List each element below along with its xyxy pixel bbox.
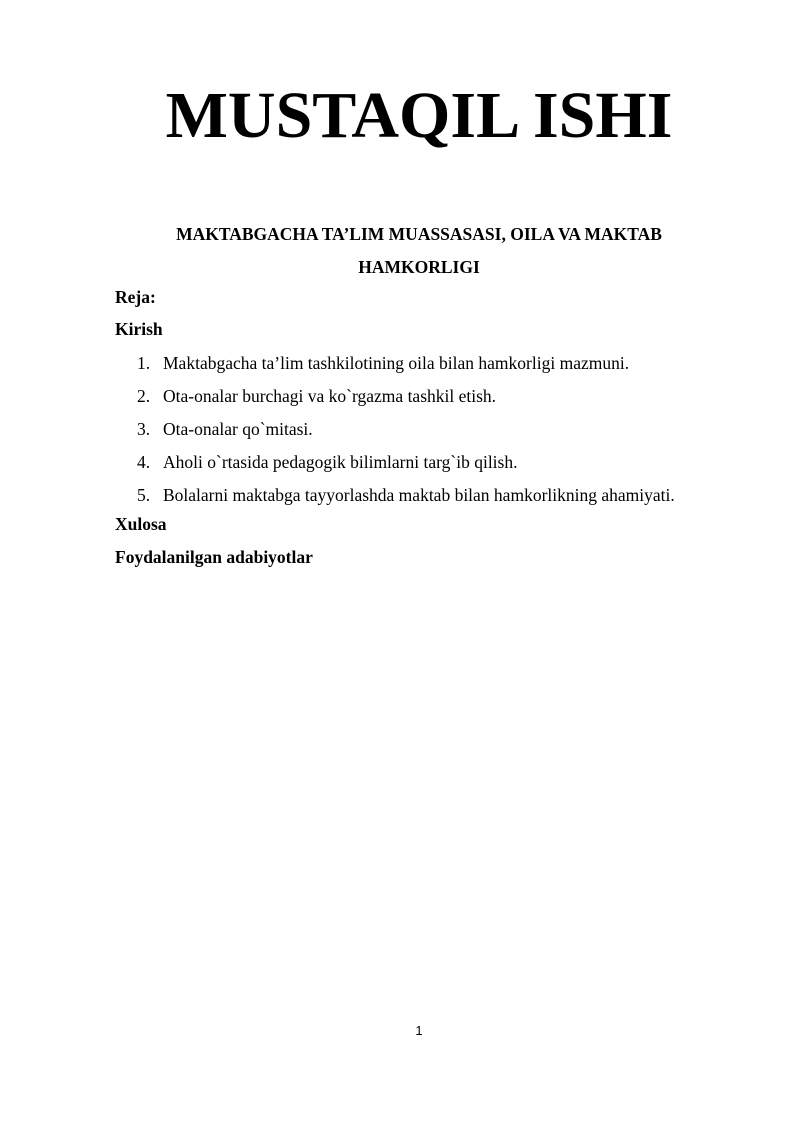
plan-item-number: 2. [137,386,151,406]
page-number: 1 [415,1023,423,1038]
intro-heading: Kirish [115,319,163,339]
plan-item [115,413,755,446]
plan-list [115,347,755,512]
plan-item-text: Bolalarni maktabga tayyorlashda maktab bilan hamkorlikning ahamiyati. [163,485,675,505]
plan-item-text: Ota-onalar burchagi va ko`rgazma tashkil etish. [163,386,497,406]
document-title: MUSTAQIL ISHI [165,79,673,152]
subtitle-line-2: HAMKORLIGI [358,257,480,277]
plan-item-text: Maktabgacha ta’lim tashkilotining oila bilan hamkorligi mazmuni. [163,353,630,373]
plan-item-number: 1. [137,353,151,373]
plan-item-number: 5. [137,485,151,505]
plan-item [115,347,755,380]
plan-item [115,380,755,413]
plan-item-number: 4. [137,452,151,472]
plan-item-text: Ota-onalar qo`mitasi. [163,419,313,439]
plan-item-number: 3. [137,419,151,439]
plan-item-text: Aholi o`rtasida pedagogik bilimlarni targ`ib qilish. [163,452,518,472]
document-subtitle [115,218,723,284]
subtitle-line-1: MAKTABGACHA TA’LIM MUASSASASI, OILA VA MAKTAB [176,224,662,244]
plan-item [115,479,755,512]
references-heading: Foydalanilgan adabiyotlar [115,547,313,567]
plan-item [115,446,755,479]
conclusion-heading: Xulosa [115,514,167,534]
plan-heading: Reja: [115,287,156,307]
